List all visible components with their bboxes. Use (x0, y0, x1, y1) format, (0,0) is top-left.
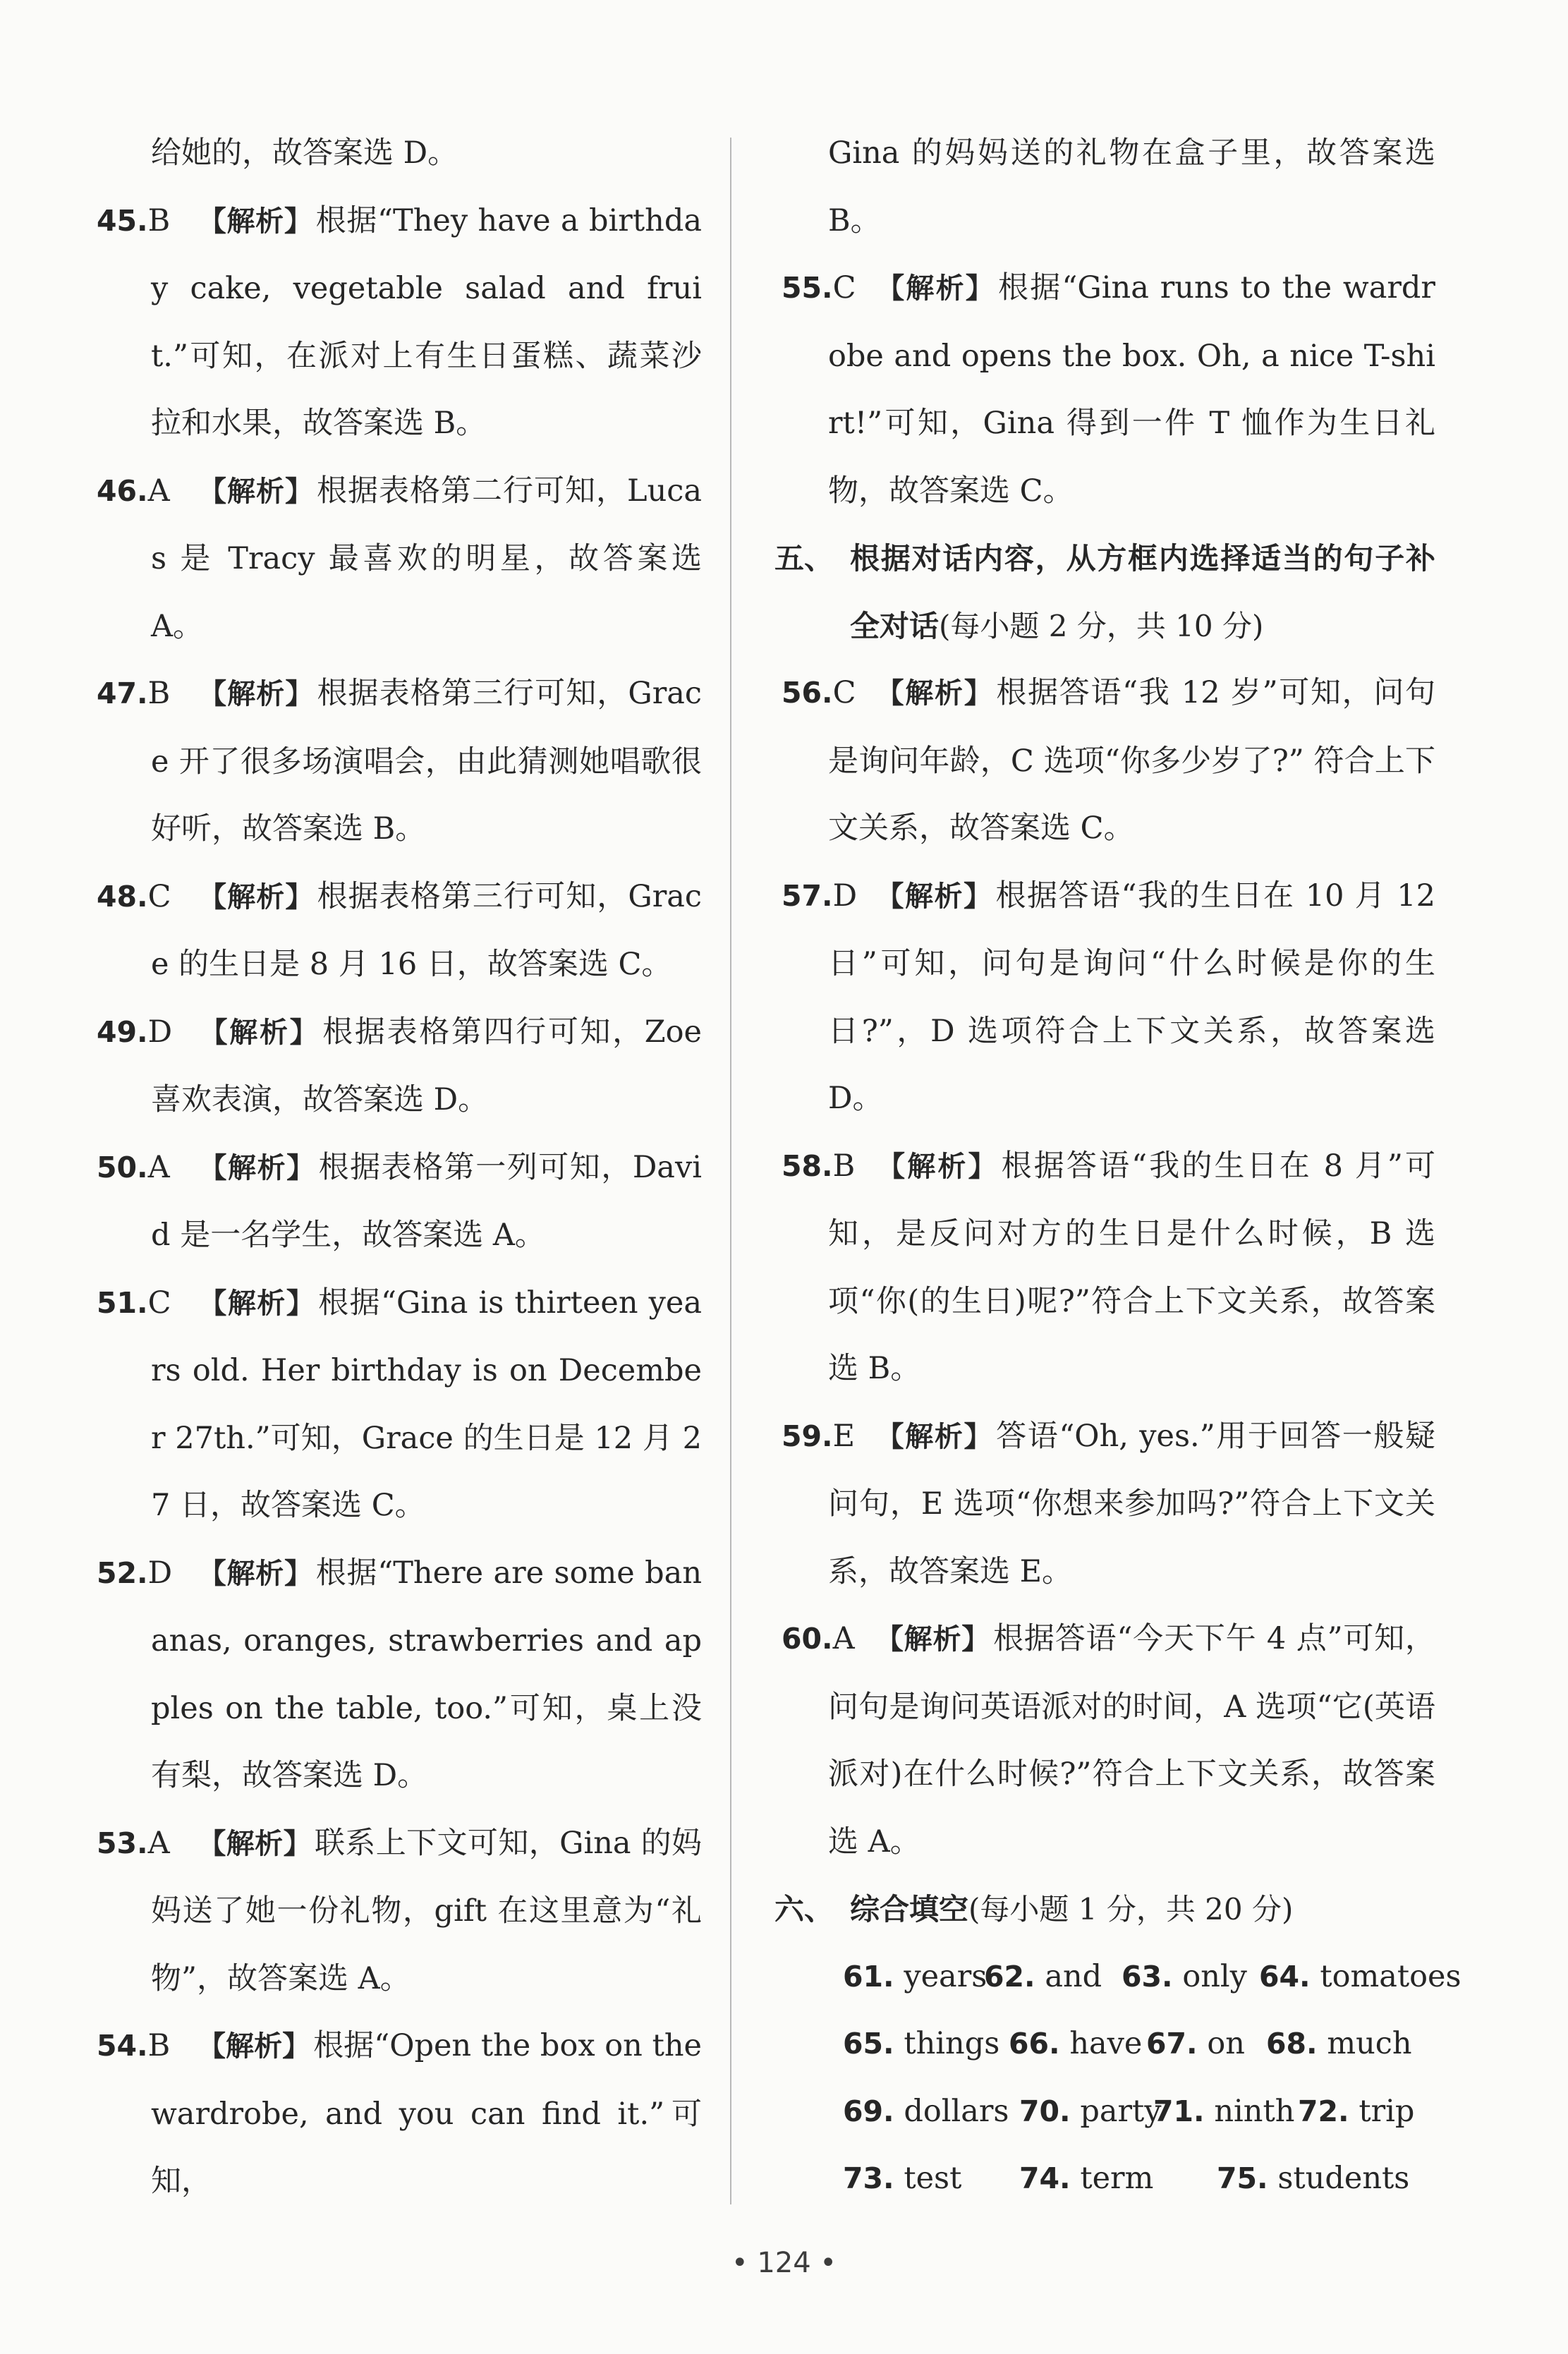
fill-answer (843, 1943, 987, 2011)
answer-letter: E (832, 1418, 856, 1454)
question-number: 50. (97, 1150, 148, 1184)
fill-answer (843, 2145, 961, 2213)
explanation-text: 根据表格第三行可知，Grace 开了很多场演唱会，由此猜测她唱歌很好听，故答案选 B。 (151, 676, 703, 847)
analysis-tag: 【解析】 (197, 1151, 316, 1184)
question-number-group (97, 660, 176, 728)
question-number-group (782, 1133, 861, 1201)
explanation-text: 根据“Open the box on the wardrobe, and you can find it.”可知， (151, 2028, 702, 2199)
page-number: • 124 • (731, 2247, 837, 2279)
answer-item (97, 2013, 702, 2216)
fill-number: 64. (1259, 1959, 1311, 1994)
answer-letter: C (147, 878, 171, 914)
section-number: 五、 (774, 541, 834, 576)
answer-letter: B (832, 1148, 856, 1184)
explanation-text: 根据表格第三行可知，Grace 的生日是 8 月 16 日，故答案选 C。 (151, 878, 703, 982)
question-number-group (97, 1810, 176, 1878)
question-number-group (782, 660, 861, 727)
analysis-tag: 【解析】 (197, 1016, 320, 1049)
question-number-group (782, 1403, 861, 1471)
fill-number: 69. (843, 2094, 894, 2128)
explanation-text: 答语“Oh, yes.”用于回答一般疑问句，E 选项“你想来参加吗?”符合上下文关系，故答案选 E。 (828, 1418, 1435, 1589)
answer-letter: D (147, 1555, 173, 1591)
question-number: 49. (97, 1014, 148, 1049)
question-number: 54. (97, 2029, 148, 2063)
explanation-text: 根据表格第一列可知，David 是一名学生，故答案选 A。 (151, 1149, 702, 1253)
answer-item (97, 863, 703, 999)
fill-number: 67. (1146, 2027, 1198, 2061)
fill-number: 65. (843, 2027, 894, 2061)
analysis-tag: 【解析】 (197, 1557, 313, 1590)
fill-in-answer-grid (783, 1943, 1461, 2213)
explanation-text: 根据“Gina is thirteen years old. Her birthday is on December 27th.”可知，Grace 的生日是 12 月 27 日，故答案选 C。 (151, 1285, 703, 1523)
right-answer-list-a (783, 255, 1435, 525)
fill-number: 74. (1019, 2161, 1071, 2195)
fill-word: ninth (1214, 2093, 1295, 2129)
explanation-text: 根据“There are some bananas, oranges, strawberries and apples on the table, too.”可知，桌上没有梨，故答案选 D。 (151, 1555, 703, 1793)
answer-item (97, 1270, 703, 1540)
question-number-group (97, 458, 176, 526)
section-title: 根据对话内容，从方框内选择适当的句子补全对话 (850, 541, 1435, 643)
right-column (774, 120, 1461, 2213)
question-number-group (97, 999, 176, 1067)
explanation-text: 根据表格第二行可知，Lucas 是 Tracy 最喜欢的明星，故答案选 A。 (151, 473, 703, 644)
analysis-tag: 【解析】 (875, 880, 993, 913)
answer-item (97, 188, 702, 458)
answer-item (783, 1133, 1435, 1403)
fill-word: and (1045, 1958, 1102, 1994)
fill-answer (843, 2010, 999, 2078)
fill-word: tomatoes (1320, 1958, 1461, 1994)
answer-item (97, 1134, 702, 1270)
question-number: 52. (97, 1555, 148, 1590)
right-answer-list-b (783, 660, 1435, 1876)
answer-letter: A (147, 1149, 170, 1185)
fill-answer (1298, 2078, 1414, 2146)
analysis-tag: 【解析】 (197, 2030, 311, 2063)
question-number: 45. (97, 203, 148, 238)
column-divider (730, 138, 731, 2204)
section-score-note: (每小题 2 分，共 10 分) (939, 608, 1264, 643)
question-number: 58. (782, 1148, 833, 1183)
answer-letter: B (147, 676, 171, 711)
answer-letter: C (832, 675, 856, 710)
answer-item (783, 863, 1435, 1133)
question-number: 46. (97, 473, 148, 508)
answer-letter: D (832, 878, 858, 914)
fill-answer (1009, 2010, 1142, 2078)
answer-letter: C (832, 270, 856, 305)
fill-answer (1259, 1943, 1461, 2011)
section-number: 六、 (774, 1892, 834, 1927)
fill-word: only (1182, 1958, 1247, 1994)
question-number: 48. (97, 879, 148, 914)
answer-item (97, 999, 702, 1134)
question-number-group (782, 863, 861, 930)
analysis-tag: 【解析】 (197, 678, 315, 710)
fill-row (783, 2145, 1435, 2213)
explanation-text: 根据答语“我的生日在 8 月”可知，是反问对方的生日是什么时候，B 选项“你(的生日)呢?”符合上下文关系，故答案选 B。 (828, 1148, 1436, 1386)
answer-item (783, 1403, 1435, 1606)
fill-word: have (1069, 2026, 1143, 2061)
fill-word: students (1277, 2161, 1410, 2196)
answer-letter: B (147, 2028, 171, 2063)
fill-answer (1019, 2078, 1162, 2146)
fill-number: 73. (843, 2161, 894, 2195)
fill-word: dollars (904, 2093, 1009, 2129)
fill-answer (1146, 2010, 1245, 2078)
continuation-text: Gina 的妈妈送的礼物在盒子里，故答案选 B。 (828, 135, 1435, 238)
analysis-tag: 【解析】 (875, 272, 996, 305)
question-number-group (97, 1270, 176, 1337)
question-number: 57. (782, 878, 833, 913)
question-number-group (97, 1134, 176, 1202)
explanation-text: 根据答语“我 12 岁”可知，问句是询问年龄，C 选项“你多少岁了?” 符合上下文关系，故答案选 C。 (828, 675, 1435, 846)
question-number-group (97, 1540, 176, 1608)
analysis-tag: 【解析】 (197, 880, 315, 914)
fill-number: 61. (843, 1959, 894, 1994)
fill-answer (1217, 2145, 1409, 2213)
answer-letter: A (832, 1621, 855, 1656)
question-number-group (782, 1606, 861, 1673)
question-number: 51. (97, 1285, 148, 1320)
section-score-note: (每小题 1 分，共 20 分) (968, 1892, 1294, 1927)
fill-answer (1153, 2078, 1294, 2146)
fill-word: things (904, 2026, 1000, 2061)
fill-answer (843, 2078, 1009, 2146)
fill-answer (1266, 2010, 1412, 2078)
question-number: 55. (782, 271, 833, 305)
answer-letter: B (147, 202, 171, 238)
fill-row (783, 2010, 1435, 2078)
answer-item (783, 660, 1435, 863)
fill-answer (984, 1943, 1102, 2011)
fill-number: 71. (1153, 2094, 1205, 2128)
fill-word: years (904, 1958, 987, 1994)
answer-item (97, 660, 703, 863)
fill-answer (1122, 1943, 1247, 2011)
analysis-tag: 【解析】 (875, 677, 994, 710)
section-five-heading (774, 525, 1435, 660)
answer-item (97, 458, 703, 661)
fill-number: 68. (1266, 2027, 1318, 2061)
fill-answer (1019, 2145, 1153, 2213)
continuation-text: 给她的，故答案选 D。 (151, 135, 458, 171)
explanation-text: 联系上下文可知，Gina 的妈妈送了她一份礼物，gift 在这里意为“礼物”，故答案选 A。 (151, 1825, 702, 1996)
section-six-heading (774, 1876, 1435, 1943)
fill-word: trip (1359, 2093, 1415, 2129)
section-title: 综合填空 (850, 1892, 969, 1927)
question-number: 60. (782, 1622, 833, 1656)
fill-word: much (1327, 2026, 1412, 2061)
fill-word: test (904, 2161, 962, 2196)
fill-number: 75. (1217, 2161, 1268, 2195)
analysis-tag: 【解析】 (197, 205, 313, 238)
question-number-group (97, 863, 176, 931)
analysis-tag: 【解析】 (875, 1623, 991, 1656)
fill-number: 63. (1122, 1959, 1173, 1994)
fill-word: term (1080, 2161, 1154, 2196)
answer-letter: A (147, 473, 170, 509)
question-number-group (782, 255, 861, 322)
answer-letter: D (147, 1014, 173, 1050)
question-number: 47. (97, 677, 148, 710)
question-number: 56. (782, 676, 833, 710)
explanation-text: 根据“They have a birthday cake, vegetable salad and fruit.”可知，在派对上有生日蛋糕、蔬菜沙拉和水果，故答案选 B。 (151, 202, 702, 441)
answer-letter: A (147, 1825, 170, 1861)
fill-number: 72. (1298, 2094, 1349, 2128)
fill-row (783, 1943, 1461, 2011)
analysis-tag: 【解析】 (197, 1287, 316, 1320)
question-number-group (97, 2013, 176, 2080)
analysis-tag: 【解析】 (197, 475, 315, 508)
answer-item (783, 255, 1435, 525)
answer-item (783, 1606, 1435, 1876)
analysis-tag: 【解析】 (875, 1420, 994, 1453)
answer-letter: C (147, 1285, 171, 1321)
explanation-text: 根据答语“今天下午 4 点”可知，问句是询问英语派对的时间，A 选项“它(英语派对)在什么时候?”符合上下文关系，故答案选 A。 (828, 1621, 1436, 1859)
left-column (97, 120, 703, 2216)
answer-item (97, 1540, 703, 1810)
explanation-text: 根据“Gina runs to the wardrobe and opens the box. Oh, a nice T-shirt!”可知，Gina 得到一件 T 恤作为生日礼物，故答案选 C。 (828, 270, 1435, 509)
fill-word: on (1207, 2026, 1245, 2061)
question-number-group (97, 188, 176, 255)
fill-number: 62. (984, 1959, 1035, 1994)
analysis-tag: 【解析】 (875, 1150, 999, 1183)
answer-item (97, 1810, 702, 2013)
analysis-tag: 【解析】 (197, 1827, 312, 1860)
fill-word: party (1080, 2093, 1162, 2129)
question-number: 53. (97, 1826, 148, 1860)
question-number: 59. (782, 1419, 833, 1453)
left-answer-list (97, 188, 703, 2216)
fill-row (783, 2078, 1435, 2146)
explanation-text: 根据答语“我的生日在 10 月 12 日”可知，问句是询问“什么时候是你的生日?”，D 选项符合上下文关系，故答案选 D。 (828, 878, 1436, 1116)
fill-number: 66. (1009, 2027, 1060, 2061)
explanation-text: 根据表格第四行可知，Zoe 喜欢表演，故答案选 D。 (151, 1014, 702, 1117)
fill-number: 70. (1019, 2094, 1071, 2128)
